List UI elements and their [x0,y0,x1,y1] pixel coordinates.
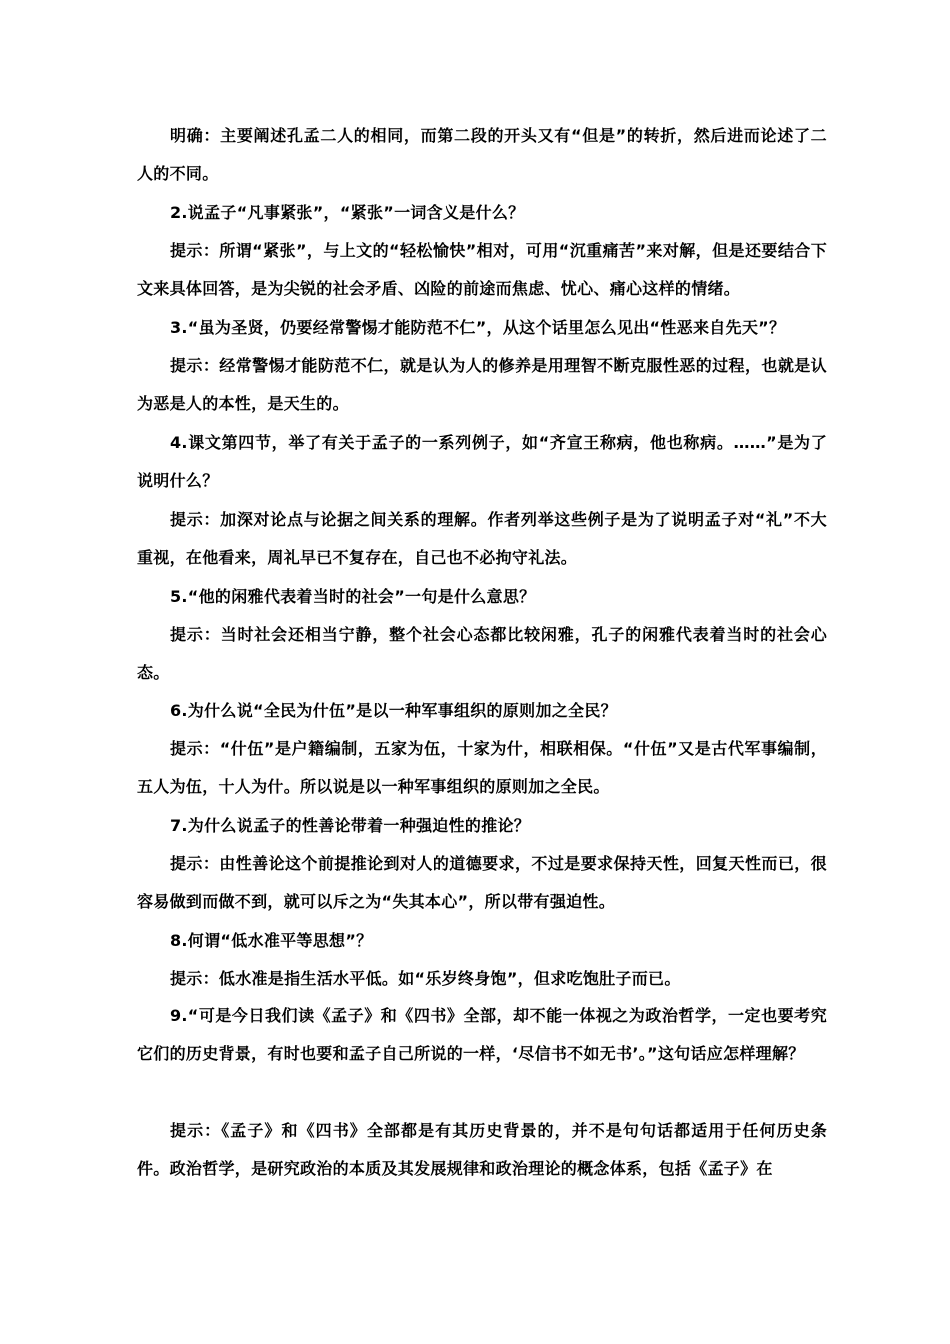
question-7: 7.为什么说孟子的性善论带着一种强迫性的推论？ [170,816,531,835]
hint-3: 提示：经常警惕才能防范不仁，就是认为人的修养是用理智不断克服性恶的过程，也就是认为恶是人的本性，是天生的。 [137,356,827,413]
paragraph-explanation: 明确：主要阐述孔孟二人的相同，而第二段的开头又有“但是”的转折，然后进而论述了二人的不同。 [137,126,827,183]
hint-9: 提示：《孟子》和《四书》全部都是有其历史背景的，并不是句句话都适用于任何历史条件。政治哲学，是研究政治的本质及其发展规律和政治理论的概念体系，包括《孟子》在 [137,1121,827,1178]
question-5: 5.“他的闲雅代表着当时的社会”一句是什么意思？ [170,587,536,606]
question-2: 2.说孟子“凡事紧张”，“紧张”一词含义是什么？ [170,203,525,222]
question-9: 9.“可是今日我们读《孟子》和《四书》全部，却不能一体视之为政治哲学，一定也要考究它们的历史背景，有时也要和孟子自己所说的一样，‘尽信书不如无书’。”这句话应怎样理解？ [137,1006,827,1063]
question-4: 4.课文第四节，举了有关于孟子的一系列例子，如“齐宣王称病，他也称病。……”是为了说明什么？ [137,433,827,490]
question-8: 8.何谓“低水准平等思想”？ [170,931,373,950]
question-3: 3.“虽为圣贤，仍要经常警惕才能防范不仁”，从这个话里怎么见出“性恶来自先天”？ [170,318,786,337]
hint-8: 提示：低水准是指生活水平低。如“乐岁终身饱”，但求吃饱肚子而已。 [170,969,681,988]
hint-7: 提示：由性善论这个前提推论到对人的道德要求，不过是要求保持天性，回复天性而已，很容易做到而做不到，就可以斥之为“失其本心”，所以带有强迫性。 [137,854,827,911]
hint-2: 提示：所谓“紧张”，与上文的“轻松愉快”相对，可用“沉重痛苦”来对解，但是还要结合下文来具体回答，是为尖锐的社会矛盾、凶险的前途而焦虑、忧心、痛心这样的情绪。 [137,241,827,298]
hint-5: 提示：当时社会还相当宁静，整个社会心态都比较闲雅，孔子的闲雅代表着当时的社会心态。 [137,625,827,682]
question-6: 6.为什么说“全民为什伍”是以一种军事组织的原则加之全民？ [170,701,617,720]
hint-6: 提示：“什伍”是户籍编制，五家为伍，十家为什，相联相保。“什伍”又是古代军事编制，五人为伍，十人为什。所以说是以一种军事组织的原则加之全民。 [137,739,827,796]
hint-4: 提示：加深对论点与论据之间关系的理解。作者列举这些例子是为了说明孟子对“礼”不大重视，在他看来，周礼早已不复存在，自己也不必拘守礼法。 [137,510,827,567]
